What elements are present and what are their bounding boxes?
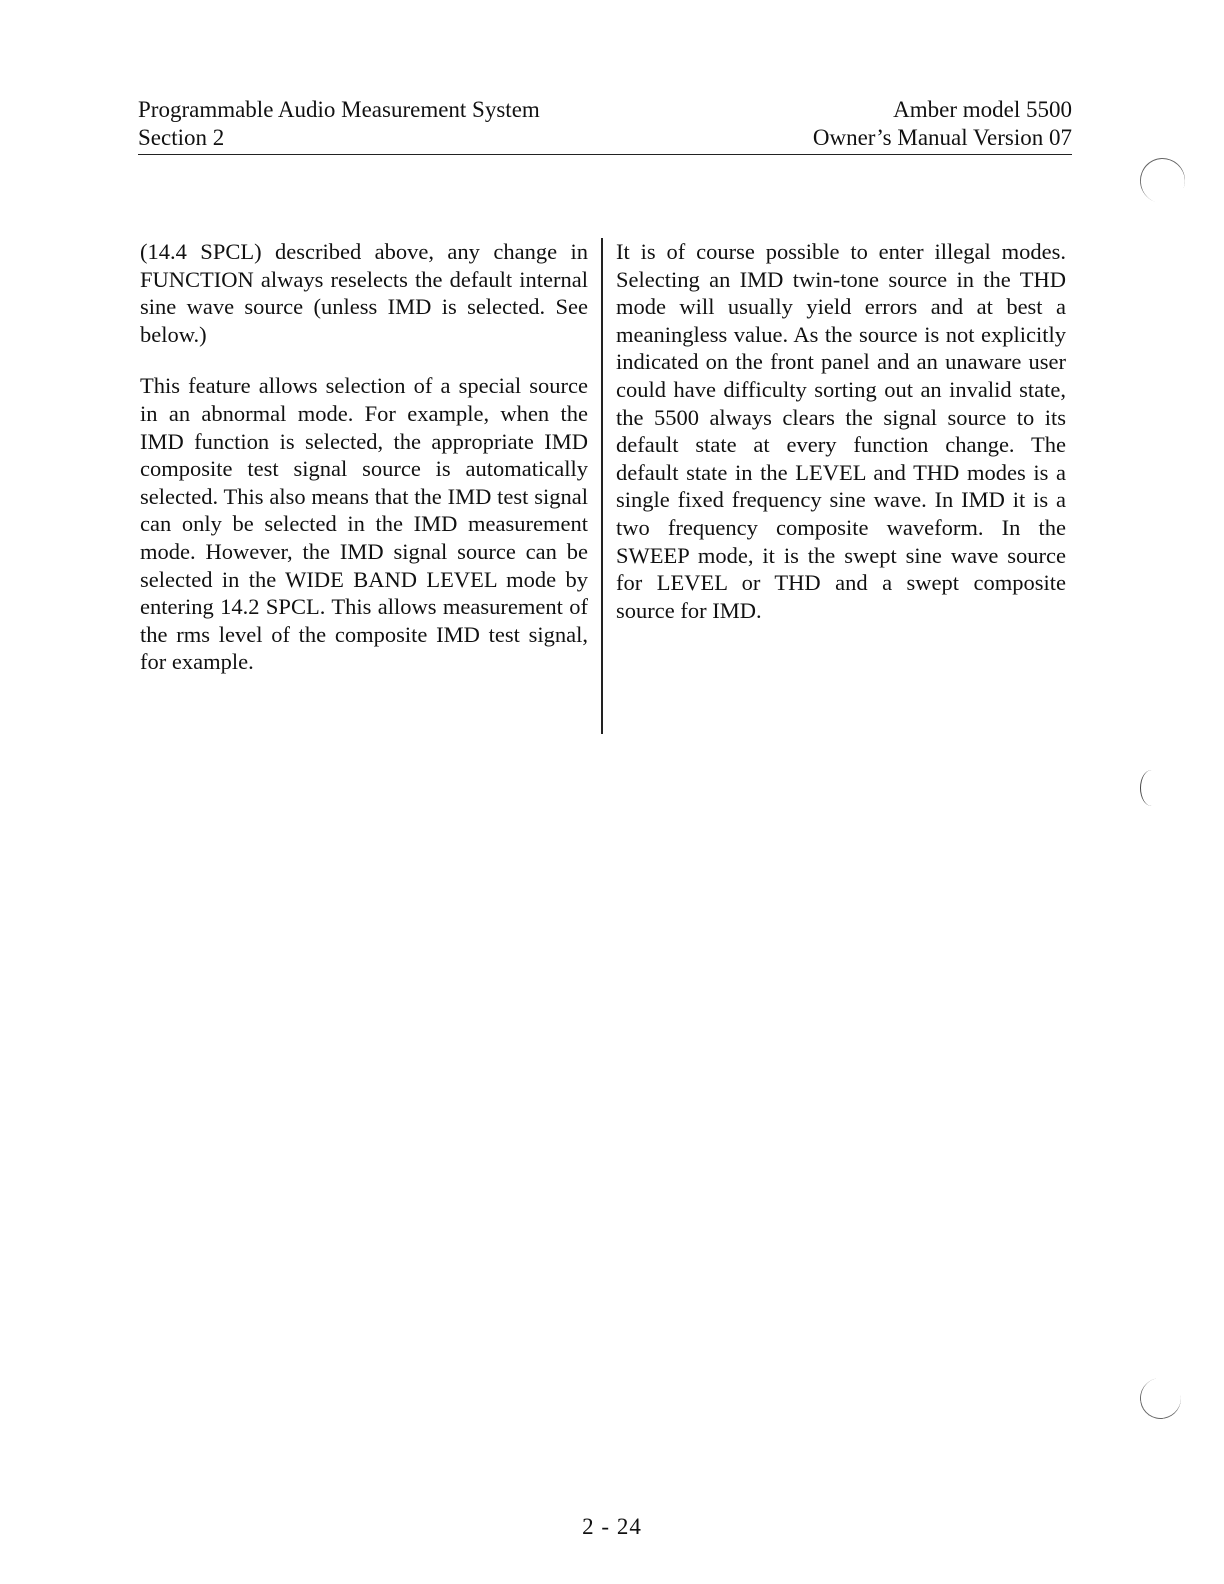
left-paragraph-2: This feature allows selection of a special source in an abnormal mode. For example, when the IMD function is selected, the appropriate IMD composite test signal source is automatically selected. This also means that the IMD test signal can only be selected in the IMD measurement mode. However, the IMD signal source can be selected in the WIDE BAND LEVEL mode by entering 14.2 SPCL. This allows measurement of the rms level of the composite IMD test signal, for example. [140, 373, 588, 675]
binder-hole-mark [1137, 1375, 1184, 1422]
header-left [138, 96, 540, 152]
header-right [813, 96, 1072, 152]
document-title: Programmable Audio Measurement System [138, 97, 540, 122]
product-model: Amber model 5500 [893, 97, 1072, 122]
page-number: 2 - 24 [582, 1514, 642, 1539]
right-column [616, 238, 1066, 648]
left-column [140, 238, 588, 700]
binder-hole-mark [1140, 770, 1163, 806]
right-paragraph-1: It is of course possible to enter illegal modes. Selecting an IMD twin-tone source in the THD mode will usually yield errors and at best a meaningless value. As the source is not explicitly indicated on the front panel and an unaware user could have difficulty sorting out an invalid state, the 5500 always clears the signal source to its default state at every function change. The default state in the LEVEL and THD modes is a single fixed frequency sine wave. In IMD it is a two frequency composite waveform. In the SWEEP mode, it is the swept sine wave source for LEVEL or THD and a swept composite source for IMD. [616, 239, 1066, 623]
binder-hole-mark [1134, 152, 1192, 210]
manual-version: Owner’s Manual Version 07 [812, 125, 1072, 150]
column-divider [601, 238, 603, 734]
page-header [138, 96, 1072, 155]
left-paragraph-1: (14.4 SPCL) described above, any change in FUNCTION always reselects the default internal sine wave source (unless IMD is selected. See below.) [140, 239, 588, 347]
section-label: Section 2 [138, 125, 225, 150]
